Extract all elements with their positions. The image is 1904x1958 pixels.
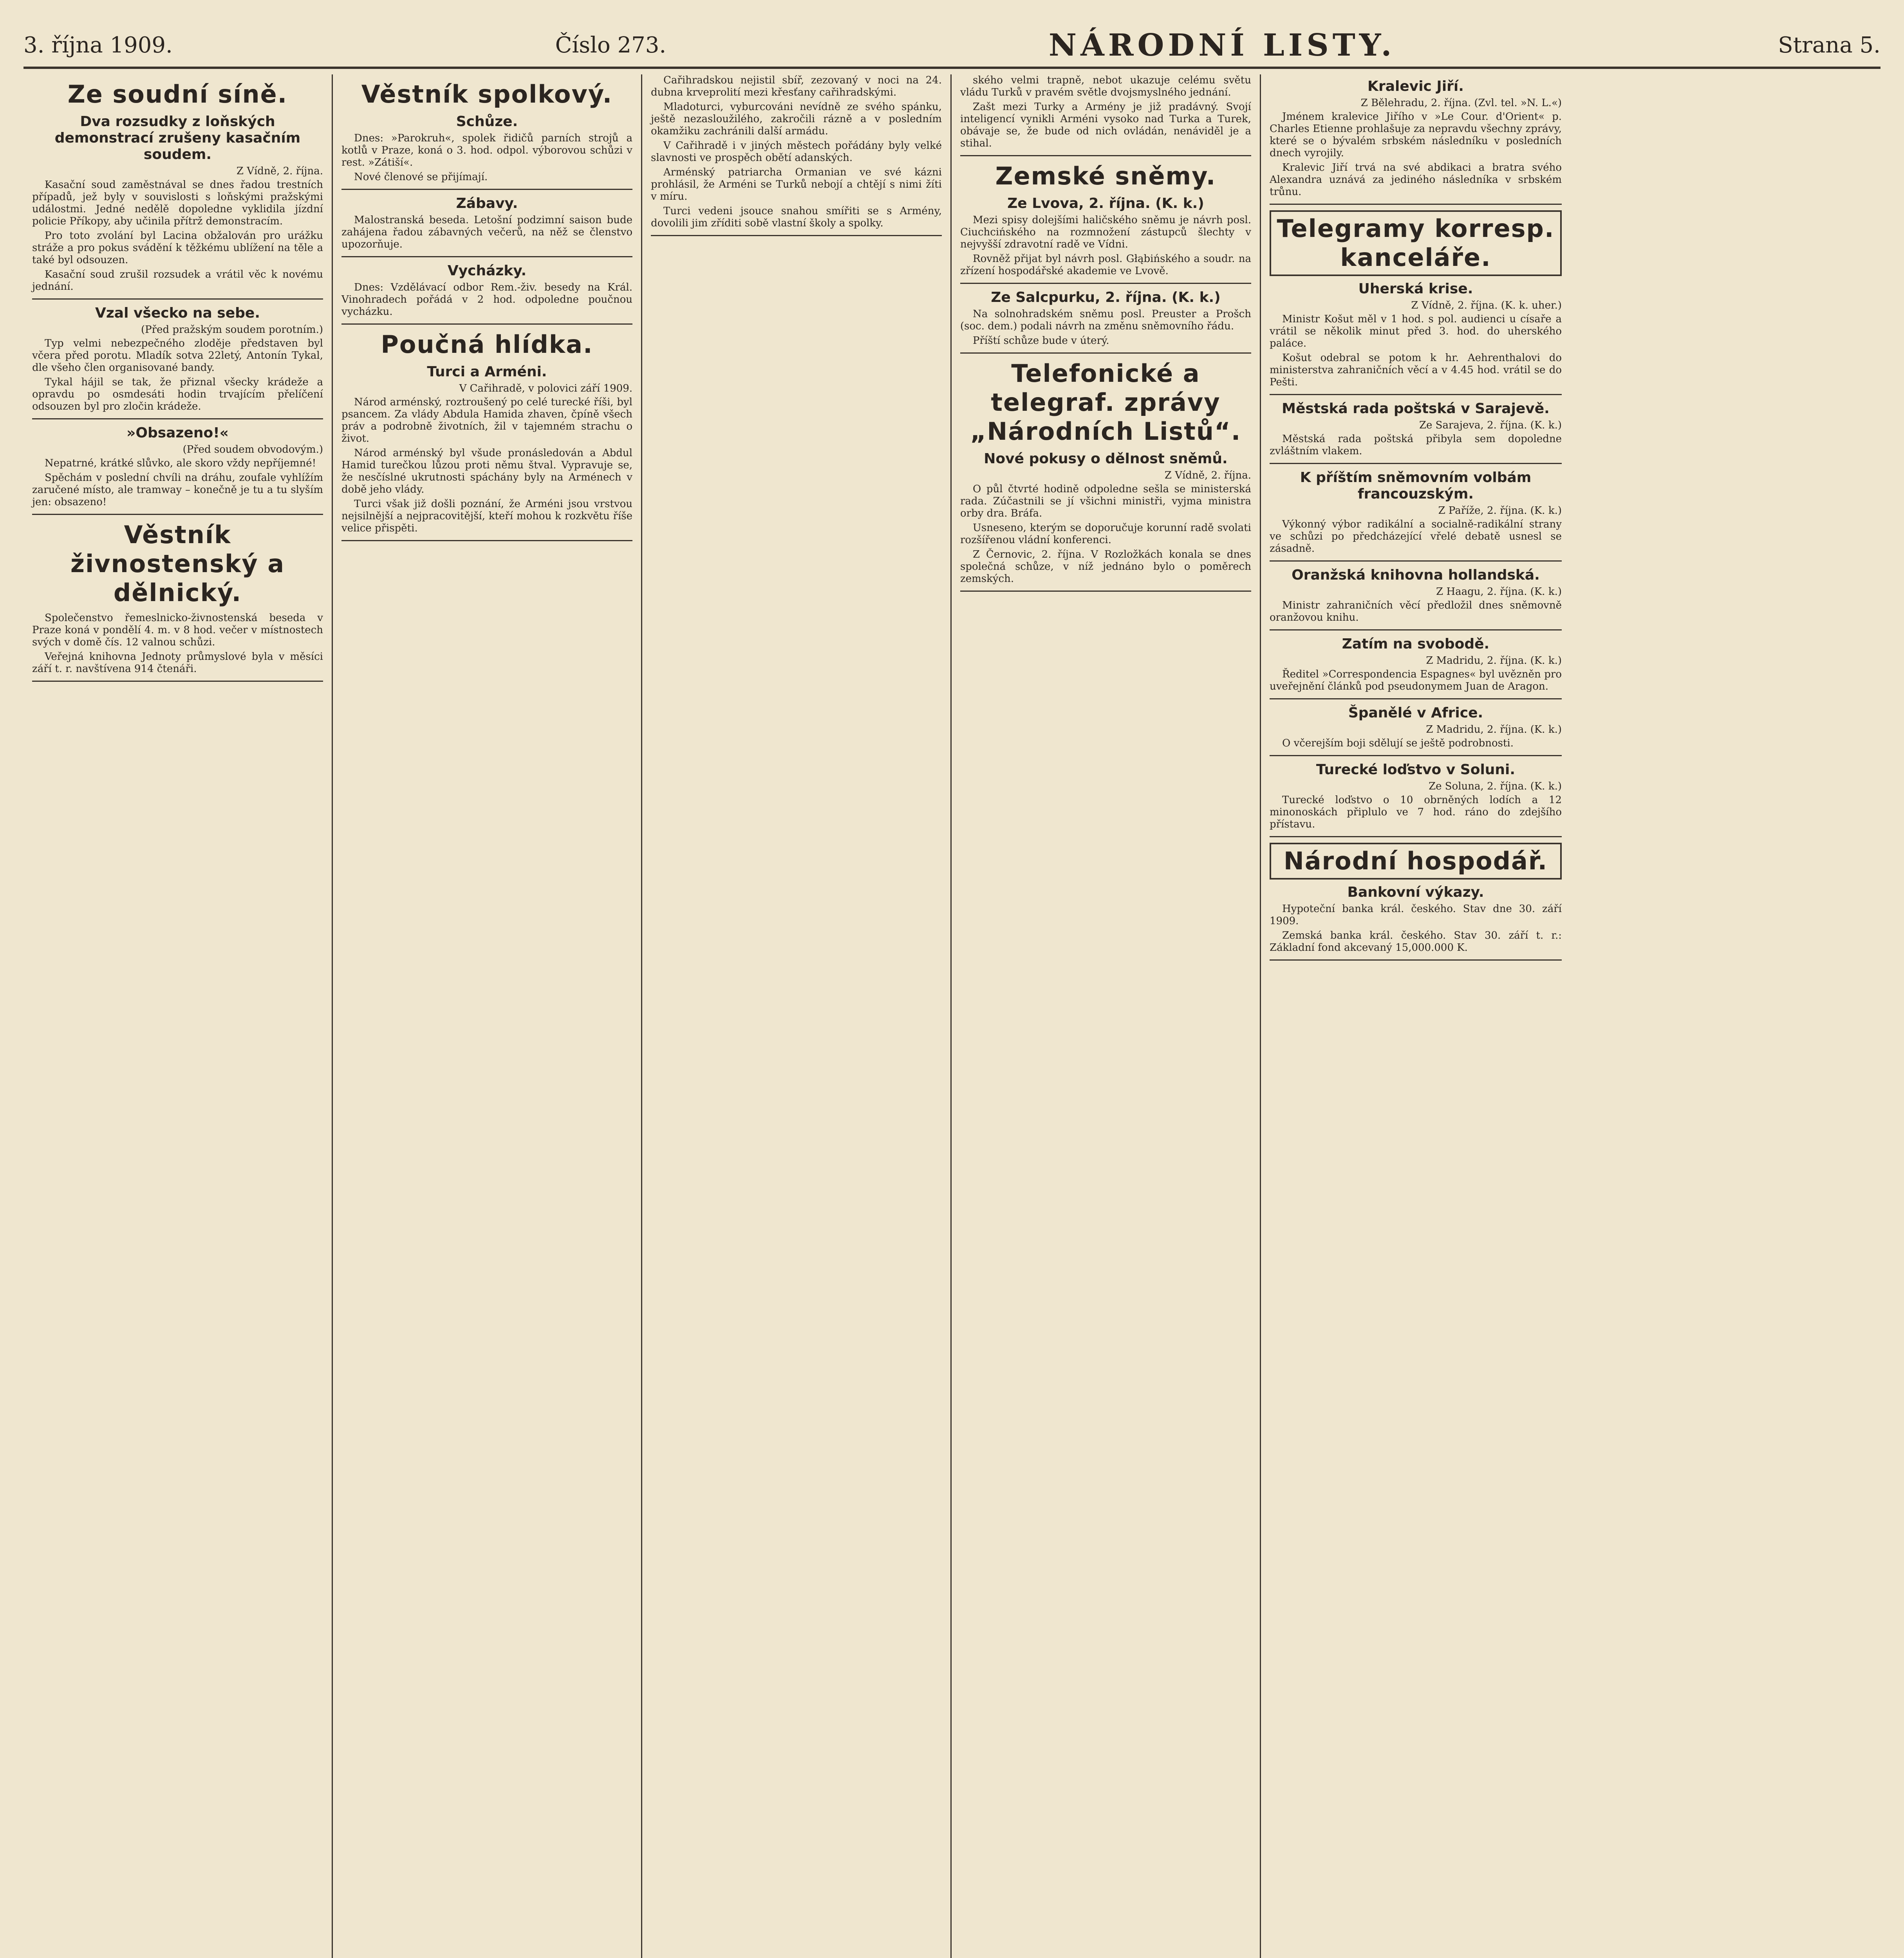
article	[1270, 636, 1562, 699]
article	[1270, 762, 1562, 837]
article-paragraph: Městská rada poštská přibyla sem dopoledne zvláštním vlakem.	[1270, 433, 1562, 457]
article-headline: Uherská krise.	[1358, 281, 1473, 297]
article-paragraph: Dnes: »Parokruh«, spolek řidičů parních strojů a kotlů v Praze, koná o 3. hod. odpol. výborovou schůzi v rest. »Zátiší«.	[341, 132, 632, 168]
article-dateline: Z Vídně, 2. října.	[1164, 470, 1251, 481]
article-headline: Kralevic Jiří.	[1367, 78, 1464, 94]
article-headline: Vzal všecko na sebe.	[95, 305, 260, 321]
article-paragraph: Jménem kralevice Jiřího v »Le Cour. d'Orient« p. Charles Etienne prohlašuje za nepravdu všechny zprávy, které se o bývalém srbském následníku v posledních dnech vyrojily.	[1270, 111, 1562, 159]
article-divider	[32, 298, 323, 300]
article	[32, 114, 323, 300]
article-paragraph: Mezi spisy dolejšími haličského sněmu je návrh posl. Ciuchcińského na rozmnožení zástupců šlechty v nejvyšší zdravotní radě ve Vídni.	[960, 214, 1251, 250]
article-paragraph: Košut odebral se potom k hr. Aehrenthalovi do ministerstva zahraničních věcí a v 4.45 hod. vrátil se do Pešti.	[1270, 352, 1562, 388]
article-paragraph: Společenstvo řemeslnicko-živnostenská beseda v Praze koná v pondělí 4. m. v 8 hod. večer v místnostech svých v domě čís. 12 valnou schůzi.	[32, 612, 323, 648]
section-title: Věstník živnostenský a dělnický.	[70, 520, 285, 607]
section-title: Poučná hlídka.	[381, 330, 593, 359]
article-divider	[1270, 463, 1562, 464]
column-1	[23, 74, 333, 1958]
article-divider	[1270, 394, 1562, 395]
article	[32, 612, 323, 682]
article-paragraph: Usneseno, kterým se doporučuje korunní radě svolati rozšířenou vládní konferenci.	[960, 522, 1251, 546]
article-headline: Dva rozsudky z loňských demonstrací zrušeny kasačním soudem.	[54, 114, 301, 163]
article-paragraph: O včerejším boji sdělují se ještě podrobnosti.	[1282, 737, 1514, 749]
section-title: Národní hospodář.	[1270, 843, 1562, 880]
columns	[23, 74, 1881, 1958]
article-dateline: Z Paříže, 2. října. (K. k.)	[1438, 505, 1562, 517]
article-headline: Městská rada poštská v Sarajevě.	[1282, 401, 1550, 417]
article-dateline: Z Madridu, 2. října. (K. k.)	[1426, 724, 1562, 735]
article-headline: Schůze.	[456, 114, 518, 130]
article-divider	[32, 514, 323, 515]
article-divider	[1270, 204, 1562, 205]
section-title: Telefonické a telegraf. zprávy „Národních Listů“.	[970, 359, 1241, 446]
article-paragraph: Ředitel »Correspondencia Espagnes« byl uvězněn pro uveřejnění článků pod pseudonymem Juan de Aragon.	[1270, 668, 1562, 692]
article-paragraph: Pro toto zvolání byl Lacina obžalován pro urážku stráže a pro pokus svádění k těžkému ublížení na těle a také byl odsouzen.	[32, 230, 323, 266]
article-divider	[960, 352, 1251, 354]
article-divider	[341, 540, 632, 541]
article-paragraph: Ministr Košut měl v 1 hod. s pol. audienci u císaře a vrátil se několik minut před 3. hod. do uherského paláce.	[1270, 313, 1562, 349]
article-divider	[960, 591, 1251, 592]
page-number: Strana 5.	[1778, 32, 1881, 58]
article-divider	[960, 155, 1251, 156]
article-paragraph: Na solnohradském sněmu posl. Preuster a Prošch (soc. dem.) podali návrh na změnu sněmovního řádu.	[960, 308, 1251, 332]
article	[1270, 884, 1562, 961]
article-headline: K příštím sněmovním volbám francouzským.	[1300, 470, 1532, 502]
article-paragraph: Tykal hájil se tak, že přiznal všecky krádeže a opravdu po osmdesáti hodin trvajícím přelíčení odsouzen byl pro zločin krádeže.	[32, 376, 323, 412]
article-paragraph: Zašt mezi Turky a Armény je již pradávný. Svojí inteligencí vynikli Arméni vysoko nad Turka a Turek, obávaje se, že bude od nich ovládán, nenáviděl je a stihal.	[960, 101, 1251, 149]
article	[341, 114, 632, 190]
article	[1270, 567, 1562, 630]
article-headline: Vycházky.	[447, 263, 527, 279]
article-dateline: Z Vídně, 2. října.	[236, 165, 323, 177]
article-paragraph: Výkonný výbor radikální a socialně-radikální strany ve schůzi po předcházející vřelé debatě usnesl se zásadně.	[1270, 518, 1562, 555]
article-paragraph: Hypoteční banka král. českého. Stav dne 30. září 1909.	[1270, 903, 1562, 927]
article-dateline: Ze Sarajeva, 2. října. (K. k.)	[1419, 419, 1562, 431]
article	[32, 305, 323, 419]
article-headline: Zábavy.	[456, 195, 518, 211]
article	[32, 425, 323, 515]
article-dateline: Ze Soluna, 2. října. (K. k.)	[1429, 780, 1562, 792]
article-headline: Turci a Arméni.	[427, 364, 547, 380]
column-3	[642, 74, 952, 1958]
article-dateline: (Před soudem obvodovým.)	[182, 444, 323, 455]
section-title: Zemské sněmy.	[995, 162, 1216, 190]
article-headline: Nové pokusy o dělnost sněmů.	[984, 451, 1228, 467]
article-paragraph: Kasační soud zaměstnával se dnes řadou trestních případů, jež byly v souvislosti s loňskými pražskými událostmi. Jedné nedělě dopoledne vyklidila jízdní policie Příkopy, aby učinila přítrž demonstracím.	[32, 179, 323, 227]
article-paragraph: Kralevic Jiří trvá na své abdikaci a bratra svého Alexandra uznává za jediného následníka v srbském trůnu.	[1270, 162, 1562, 198]
article	[651, 74, 942, 236]
column-4	[952, 74, 1261, 1958]
article-divider	[651, 235, 942, 236]
article-paragraph: Nové členové se přijímají.	[354, 171, 488, 183]
article	[1270, 78, 1562, 205]
article-headline: Ze Salcpurku, 2. října. (K. k.)	[991, 289, 1221, 305]
article-paragraph: Cařihradskou nejistil sbíř, zezovaný v noci na 24. dubna krveprolití mezi křesťany cařihradskými.	[651, 74, 942, 98]
newspaper-title: NÁRODNÍ LISTY.	[1048, 27, 1396, 63]
article-divider	[1270, 560, 1562, 562]
article	[341, 364, 632, 541]
article	[1270, 470, 1562, 562]
column-2	[333, 74, 642, 1958]
article-dateline: Z Haagu, 2. října. (K. k.)	[1436, 586, 1562, 598]
article-divider	[341, 189, 632, 190]
article-paragraph: Z Černovic, 2. října. V Rozložkách konala se dnes společná schůze, v níž jednáno bylo o poměrech zemských.	[960, 549, 1251, 585]
article-paragraph: Příští schůze bude v úterý.	[973, 335, 1109, 347]
article	[960, 74, 1251, 156]
article-paragraph: Národ arménský byl všude pronásledován a Abdul Hamid turečkou lůzou proti němu štval. Vypravuje se, že nesčíslné ukrutnosti spáchány byly na Arménech v době jeho vlády.	[341, 447, 632, 495]
article-headline: Zatím na svobodě.	[1342, 636, 1490, 652]
section-title: Věstník spolkový.	[361, 80, 613, 108]
section-title: Ze soudní síně.	[67, 80, 288, 108]
article-paragraph: Mladoturci, vyburcováni nevídně ze svého spánku, ještě nezasloužilého, zakročili rázně a v posledním okamžiku zachránili další armádu.	[651, 101, 942, 137]
article-paragraph: Turecké loďstvo o 10 obrněných lodích a 12 minonoskách připlulo ve 7 hod. ráno do zdejšího přístavu.	[1270, 794, 1562, 830]
article-divider	[32, 418, 323, 419]
article-paragraph: Spěchám v poslední chvíli na dráhu, zoufale vyhlížím zaručené místo, ale tramway – konečně je tu a tu slyším jen: obsazeno!	[32, 472, 323, 508]
article-paragraph: Dnes: Vzdělávací odbor Rem.-živ. besedy na Král. Vinohradech pořádá v 2 hod. odpoledne poučnou vycházku.	[341, 282, 632, 318]
article-paragraph: Rovněž přijat byl návrh posl. Głąbińského a soudr. na zřízení hospodářské akademie ve Lvově.	[960, 253, 1251, 277]
article-dateline: V Cařihradě, v polovici září 1909.	[459, 383, 632, 394]
article-headline: Ze Lvova, 2. října. (K. k.)	[1007, 195, 1204, 211]
article	[960, 451, 1251, 592]
issue-number: Číslo 273.	[555, 32, 667, 58]
article	[1270, 401, 1562, 464]
article-divider	[341, 256, 632, 257]
article-paragraph: Malostranská beseda. Letošní podzimní saison bude zahájena řadou zábavných večerů, na něž se členstvo upozorňuje.	[341, 214, 632, 250]
article-paragraph: Arménský patriarcha Ormanian ve své kázni prohlásil, že Arméni se Turků nebojí a chtějí s nimi žíti v míru.	[651, 166, 942, 202]
article-divider	[341, 323, 632, 325]
article-headline: Bankovní výkazy.	[1347, 884, 1484, 900]
article-divider	[1270, 698, 1562, 699]
article-paragraph: Veřejná knihovna Jednoty průmyslové byla v měsíci září t. r. navštívena 914 čtenáři.	[32, 651, 323, 675]
article-divider	[1270, 959, 1562, 961]
issue-date: 3. října 1909.	[23, 32, 173, 58]
article	[1270, 281, 1562, 395]
article-dateline: Z Bělehradu, 2. října. (Zvl. tel. »N. L.«)	[1360, 97, 1562, 109]
article-paragraph: V Cařihradě i v jiných městech pořádány byly velké slavnosti ve prospěch obětí adanských.	[651, 140, 942, 164]
masthead	[23, 23, 1881, 69]
article-dateline: (Před pražským soudem porotním.)	[141, 324, 323, 336]
article-paragraph: Národ arménský, roztroušený po celé turecké říši, byl psancem. Za vlády Abdula Hamida zhaven, čpíně všech práv a podrobně životních, žil v tajemném strachu o život.	[341, 396, 632, 444]
article-divider	[960, 283, 1251, 284]
article-paragraph: Kasační soud zrušil rozsudek a vrátil věc k novému jednání.	[32, 269, 323, 293]
article	[960, 195, 1251, 284]
article-paragraph: Zemská banka král. českého. Stav 30. září t. r.: Základní fond akcevaný 15,000.000 K.	[1270, 930, 1562, 954]
article-paragraph: ského velmi trapně, nebot ukazuje celému světu vládu Turků v pravém světle dvojsmyslného jednání.	[960, 74, 1251, 98]
article-headline: Turecké loďstvo v Soluni.	[1316, 762, 1516, 778]
article-headline: Oranžská knihovna hollandská.	[1292, 567, 1540, 583]
article-headline: »Obsazeno!«	[126, 425, 229, 441]
article-divider	[1270, 629, 1562, 630]
section-title: Telegramy korresp. kanceláře.	[1270, 210, 1562, 276]
article-divider	[1270, 836, 1562, 837]
article-dateline: Z Vídně, 2. října. (K. k. uher.)	[1411, 300, 1562, 311]
article-paragraph: Nepatrné, krátké slůvko, ale skoro vždy nepříjemné!	[45, 457, 316, 469]
article-headline: Španělé v Africe.	[1348, 705, 1483, 721]
article-divider	[1270, 755, 1562, 756]
article-paragraph: Turci však již došli poznání, že Arméni jsou vrstvou nejsilnější a nejpracovitější, kteří mohou k rozkvětu říše velice přispěti.	[341, 498, 632, 534]
article-dateline: Z Madridu, 2. října. (K. k.)	[1426, 655, 1562, 667]
article	[960, 289, 1251, 354]
article	[1270, 705, 1562, 756]
article-paragraph: Ministr zahraničních věcí předložil dnes sněmovně oranžovou knihu.	[1270, 600, 1562, 623]
article	[341, 195, 632, 257]
column-5	[1261, 74, 1570, 1958]
article-divider	[32, 681, 323, 682]
article-paragraph: Turci vedeni jsouce snahou smířiti se s Armény, dovolili jim zříditi sobě vlastní školy a spolky.	[651, 205, 942, 229]
article-paragraph: O půl čtvrté hodině odpoledne sešla se ministerská rada. Zúčastnili se jí všichni ministři, vyjma ministra orby dra. Bráfa.	[960, 483, 1251, 519]
article-paragraph: Typ velmi nebezpečného zloděje představen byl včera před porotu. Mladík sotva 22letý, Antonín Tykal, dle všeho člen organisované bandy.	[32, 338, 323, 374]
article	[341, 263, 632, 325]
